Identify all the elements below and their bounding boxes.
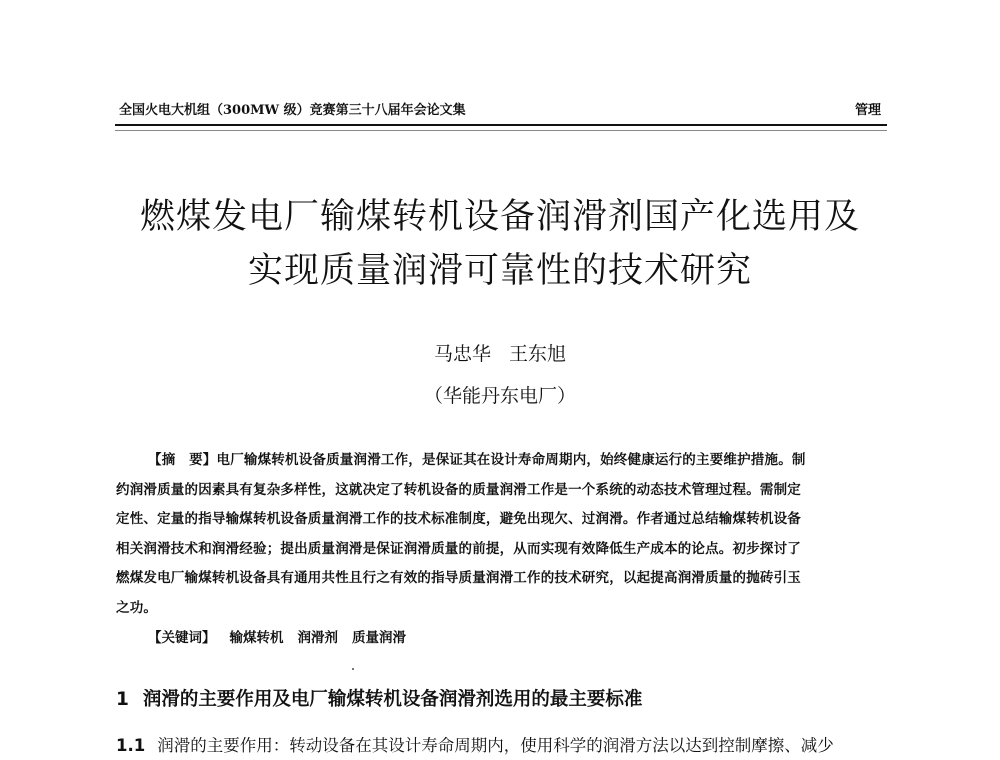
running-header [115,100,887,126]
scan-speck [352,668,354,670]
abstract-line: 相关润滑技术和润滑经验；提出质量润滑是保证润滑质量的前提，从而实现有效降低生产成本的论点。初步探讨了 [116,540,801,557]
title-line-2: 实现质量润滑可靠性的技术研究 [247,251,752,291]
abstract-line: 之功。 [116,599,158,616]
keywords [148,626,406,650]
section-heading [116,686,642,714]
section-title: 润滑的主要作用及电厂输煤转机设备润滑剂选用的最主要标准 [142,689,643,710]
title-line-1: 燃煤发电厂输煤转机设备润滑剂国产化选用及 [139,197,860,237]
subsection-paragraph [116,732,834,760]
abstract-line: 【摘 要】电厂输煤转机设备质量润滑工作，是保证其在设计寿命周期内，始终健康运行的主要维护措施。制 [148,452,806,468]
journal-title: 全国火电大机组（300MW 级）竞赛第三十八届年会论文集 [119,103,466,118]
abstract [116,446,886,623]
author-name: 王东旭 [509,343,567,365]
paper-title [100,190,900,298]
section-number: 1 [116,689,129,710]
subsection-text: 润滑的主要作用：转动设备在其设计寿命周期内，使用科学的润滑方法以达到控制摩擦、减少 [157,736,834,755]
keyword: 质量润滑 [352,630,406,646]
subsection-number: 1.1 [116,736,146,755]
abstract-line: 燃煤发电厂输煤转机设备具有通用共性且行之有效的指导质量润滑工作的技术研究，以起提高润滑质量的抛砖引玉 [116,570,801,586]
keyword: 润滑剂 [297,630,338,646]
header-rule [115,130,887,131]
section-category: 管理 [854,103,881,118]
author-list [100,340,900,368]
keywords-label: 【关键词】 [148,630,216,646]
author-name: 马忠华 [433,343,491,365]
abstract-line: 定性、定量的指导输煤转机设备质量润滑工作的技术标准制度，避免出现欠、过润滑。作者通过总结输煤转机设备 [116,511,801,527]
keyword: 输煤转机 [229,630,284,646]
author-affiliation: （华能丹东电厂） [423,385,576,407]
abstract-line: 约润滑质量的因素具有复杂多样性，这就决定了转机设备的质量润滑工作是一个系统的动态技术管理过程。需制定 [116,481,801,498]
